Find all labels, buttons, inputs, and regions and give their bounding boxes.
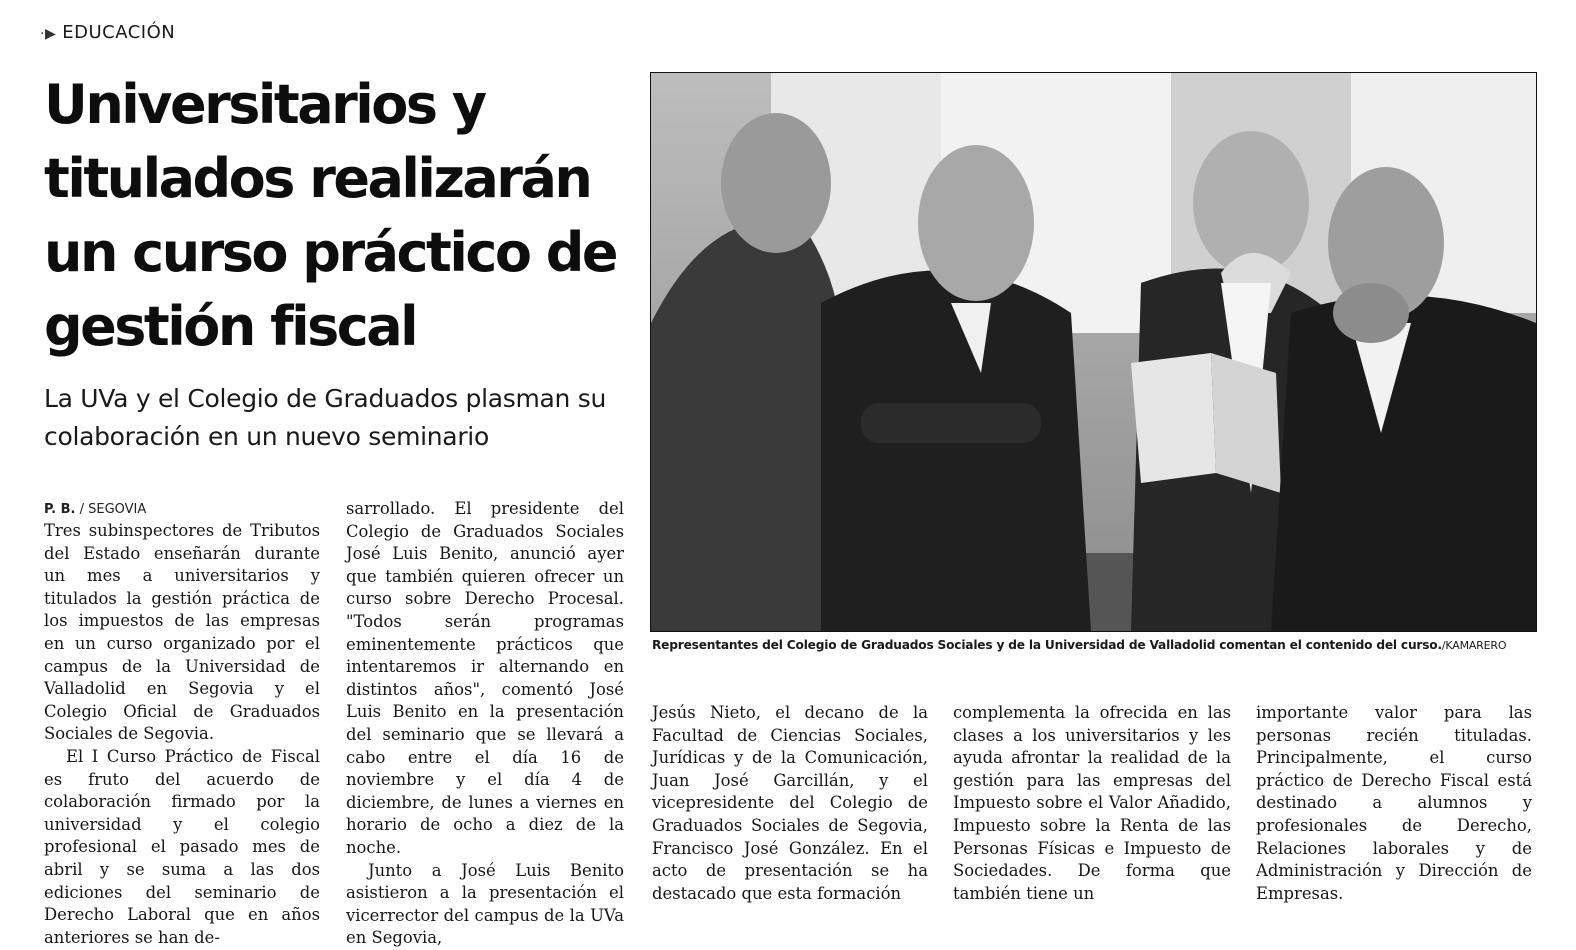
article-column-5 bbox=[1256, 702, 1532, 905]
byline-author: P. B. bbox=[44, 502, 76, 517]
paragraph: importante valor para las personas recién tituladas. Principalmente, el curso práctico de Derecho Fiscal está destinado a alumnos y profesionales de Derecho, Relaciones laborales y de Administración y Dirección de Empresas. bbox=[1256, 703, 1532, 903]
article-column-3 bbox=[652, 702, 928, 905]
article-column-2 bbox=[346, 498, 624, 950]
byline-location: SEGOVIA bbox=[88, 502, 147, 517]
article-column-1 bbox=[44, 520, 320, 949]
paragraph: Tres subinspectores de Tributos del Estado enseñarán durante un mes a universitarios y titulados la gestión práctica de los impuestos de las empresas en un curso organizado por el campus de la Universidad de Valladolid en Segovia y el Colegio Oficial de Graduados Sociales de Segovia. bbox=[44, 521, 320, 744]
paragraph: El I Curso Práctico de Fiscal es fruto del acuerdo de colaboración firmado por la universidad y el colegio profesional el pasado mes de abril y se suma a las dos ediciones del seminario de Derecho Laboral que en años anteriores se han de- bbox=[44, 746, 320, 947]
photo-caption bbox=[652, 638, 1542, 652]
photo-credit: KAMARERO bbox=[1445, 639, 1507, 652]
article-column-4 bbox=[953, 702, 1231, 905]
section-name: EDUCACIÓN bbox=[62, 22, 176, 43]
subheadline: La UVa y el Colegio de Graduados plasman su colaboración en un nuevo seminario bbox=[44, 384, 607, 451]
paragraph: Jesús Nieto, el decano de la Facultad de Ciencias Sociales, Jurídicas y de la Comunicación, Juan José Garcillán, y el vicepresidente del Colegio de Graduados Sociales de Segovia, Francisco José González. En el acto de presentación se ha destacado que esta formación bbox=[652, 703, 928, 903]
paragraph: complementa la ofrecida en las clases a los universitarios y les ayuda afrontar la realidad de la gestión para las empresas del Impuesto sobre el Valor Añadido, Impuesto sobre la Renta de las Personas Físicas e Impuesto de Sociedades. De forma que también tiene un bbox=[953, 703, 1231, 903]
section-arrow-icon: ·▶ bbox=[40, 26, 57, 42]
section-label bbox=[40, 22, 175, 43]
news-photo bbox=[650, 72, 1537, 632]
paragraph: Junto a José Luis Benito asistieron a la presentación el vicerrector del campus de la UVa en Segovia, bbox=[346, 860, 624, 948]
photo-image bbox=[651, 73, 1536, 631]
headline: Universitarios y titulados realizarán un curso práctico de gestión fiscal bbox=[44, 73, 617, 358]
photo-credit-wrapper: /KAMARERO bbox=[1441, 639, 1507, 652]
byline: P. B. / SEGOVIA bbox=[44, 502, 147, 517]
paragraph: sarrollado. El presidente del Colegio de Graduados Sociales José Luis Benito, anunció ayer que también quieren ofrecer un curso sobre Derecho Procesal. "Todos serán programas eminentemente prácticos que intentaremos ir alternando en distintos años", comentó José Luis Benito en la presentación del seminario que se llevará a cabo entre el día 16 de noviembre y el día 4 de diciembre, de lunes a viernes en horario de ocho a diez de la noche. bbox=[346, 499, 624, 857]
caption-text: Representantes del Colegio de Graduados Sociales y de la Universidad de Valladolid comentan el contenido del curso. bbox=[652, 638, 1442, 652]
